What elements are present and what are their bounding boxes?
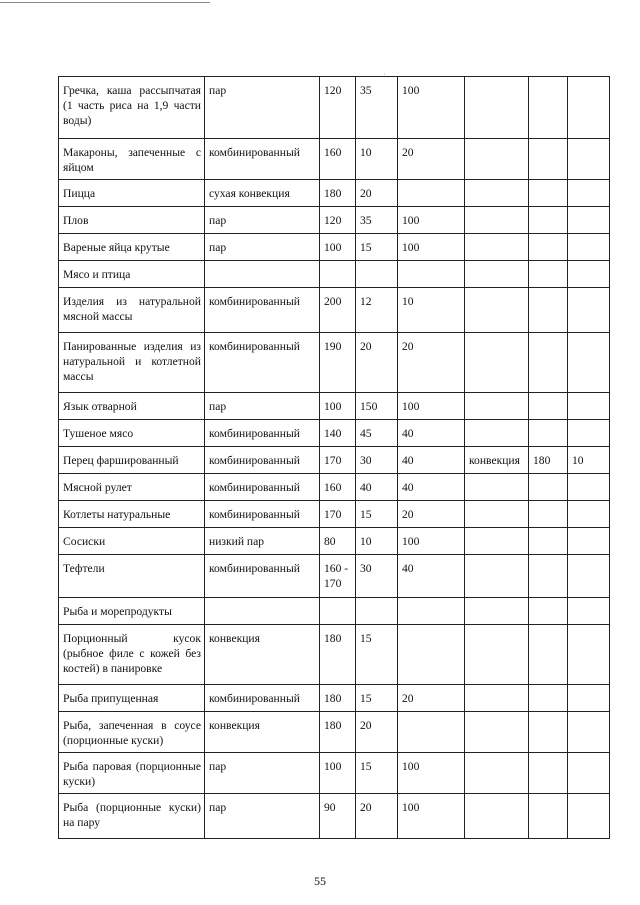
dish-name-cell: Плов [59, 207, 205, 234]
time-cell: 10 [356, 139, 398, 180]
temperature-cell: 120 [320, 77, 356, 139]
table-row [59, 598, 610, 625]
second-time-cell [568, 528, 610, 555]
humidity-cell: 100 [398, 77, 465, 139]
second-time-cell [568, 598, 610, 625]
second-time-cell [568, 753, 610, 794]
second-temperature-cell [529, 501, 568, 528]
humidity-cell [398, 598, 465, 625]
second-mode-cell [465, 420, 529, 447]
second-mode-cell [465, 234, 529, 261]
second-mode-cell [465, 139, 529, 180]
second-temperature-cell [529, 420, 568, 447]
second-time-cell [568, 712, 610, 753]
cooking-mode-cell: комбинированный [205, 501, 320, 528]
dish-name-cell: Мясной рулет [59, 474, 205, 501]
temperature-cell: 180 [320, 180, 356, 207]
second-temperature-cell [529, 180, 568, 207]
second-temperature-cell [529, 288, 568, 333]
humidity-cell: 100 [398, 528, 465, 555]
humidity-cell: 20 [398, 685, 465, 712]
second-temperature-cell [529, 794, 568, 839]
second-mode-cell [465, 598, 529, 625]
humidity-cell: 20 [398, 139, 465, 180]
temperature-cell: 80 [320, 528, 356, 555]
dish-name-cell: Рыба, запеченная в соусе (порционные куски) [59, 712, 205, 753]
second-mode-cell: конвекция [465, 447, 529, 474]
second-time-cell [568, 207, 610, 234]
second-temperature-cell [529, 77, 568, 139]
second-temperature-cell [529, 393, 568, 420]
dish-name-cell: Вареные яйца крутые [59, 234, 205, 261]
second-mode-cell [465, 625, 529, 685]
temperature-cell: 140 [320, 420, 356, 447]
time-cell: 40 [356, 474, 398, 501]
table-row [59, 474, 610, 501]
second-mode-cell [465, 528, 529, 555]
cooking-mode-cell: комбинированный [205, 139, 320, 180]
dish-name-cell: Макароны, запеченные с яйцом [59, 139, 205, 180]
second-mode-cell [465, 685, 529, 712]
cooking-mode-cell: комбинированный [205, 420, 320, 447]
humidity-cell: 40 [398, 474, 465, 501]
time-cell: 20 [356, 794, 398, 839]
second-temperature-cell [529, 555, 568, 598]
second-time-cell [568, 555, 610, 598]
time-cell: 35 [356, 207, 398, 234]
humidity-cell: 100 [398, 207, 465, 234]
second-time-cell [568, 333, 610, 393]
humidity-cell: 40 [398, 420, 465, 447]
temperature-cell: 100 [320, 393, 356, 420]
humidity-cell: 100 [398, 393, 465, 420]
humidity-cell: 40 [398, 555, 465, 598]
time-cell: 35 [356, 77, 398, 139]
second-time-cell [568, 474, 610, 501]
table-row [59, 447, 610, 474]
temperature-cell: 180 [320, 685, 356, 712]
cooking-mode-cell: комбинированный [205, 685, 320, 712]
table-row [59, 77, 610, 139]
dish-name-cell: Язык отварной [59, 393, 205, 420]
cooking-mode-cell: пар [205, 234, 320, 261]
second-temperature-cell [529, 207, 568, 234]
cooking-mode-cell: комбинированный [205, 474, 320, 501]
time-cell: 10 [356, 528, 398, 555]
dish-name-cell: Тушеное мясо [59, 420, 205, 447]
temperature-cell [320, 261, 356, 288]
cooking-mode-cell [205, 261, 320, 288]
humidity-cell [398, 261, 465, 288]
cooking-mode-cell: сухая конвекция [205, 180, 320, 207]
humidity-cell: 20 [398, 333, 465, 393]
temperature-cell: 160 [320, 139, 356, 180]
temperature-cell: 100 [320, 753, 356, 794]
time-cell [356, 598, 398, 625]
time-cell [356, 261, 398, 288]
temperature-cell: 180 [320, 625, 356, 685]
table-row [59, 794, 610, 839]
second-mode-cell [465, 501, 529, 528]
table-row [59, 333, 610, 393]
table-row [59, 712, 610, 753]
dish-name-cell: Гречка, каша рассыпчатая (1 часть риса на 1,9 части воды) [59, 77, 205, 139]
second-temperature-cell [529, 234, 568, 261]
time-cell: 15 [356, 501, 398, 528]
humidity-cell: 10 [398, 288, 465, 333]
temperature-cell: 190 [320, 333, 356, 393]
cooking-mode-cell: пар [205, 753, 320, 794]
cooking-modes-table [58, 76, 610, 839]
table-row [59, 393, 610, 420]
humidity-cell: 100 [398, 753, 465, 794]
humidity-cell [398, 712, 465, 753]
temperature-cell: 90 [320, 794, 356, 839]
second-temperature-cell [529, 753, 568, 794]
second-temperature-cell [529, 712, 568, 753]
dish-name-cell: Рыба паровая (порционные куски) [59, 753, 205, 794]
second-temperature-cell [529, 261, 568, 288]
table-row [59, 528, 610, 555]
cooking-mode-cell: конвекция [205, 625, 320, 685]
time-cell: 15 [356, 685, 398, 712]
dish-name-cell: Рыба (порционные куски) на пару [59, 794, 205, 839]
table-row [59, 685, 610, 712]
dish-name-cell: Мясо и птица [59, 261, 205, 288]
humidity-cell: 100 [398, 794, 465, 839]
second-time-cell [568, 234, 610, 261]
temperature-cell: 160 - 170 [320, 555, 356, 598]
second-temperature-cell [529, 333, 568, 393]
table-row [59, 555, 610, 598]
cooking-mode-cell: пар [205, 77, 320, 139]
second-mode-cell [465, 393, 529, 420]
table-row [59, 625, 610, 685]
second-mode-cell [465, 555, 529, 598]
table-row [59, 261, 610, 288]
second-time-cell [568, 393, 610, 420]
second-time-cell [568, 288, 610, 333]
page-number: 55 [314, 874, 326, 888]
second-time-cell [568, 501, 610, 528]
temperature-cell [320, 598, 356, 625]
second-mode-cell [465, 333, 529, 393]
second-time-cell [568, 180, 610, 207]
second-time-cell [568, 77, 610, 139]
table-row [59, 139, 610, 180]
table-row [59, 180, 610, 207]
temperature-cell: 170 [320, 501, 356, 528]
second-mode-cell [465, 288, 529, 333]
dish-name-cell: Изделия из натуральной мясной массы [59, 288, 205, 333]
humidity-cell: 40 [398, 447, 465, 474]
time-cell: 45 [356, 420, 398, 447]
dish-name-cell: Тефтели [59, 555, 205, 598]
time-cell: 150 [356, 393, 398, 420]
dish-name-cell: Сосиски [59, 528, 205, 555]
second-mode-cell [465, 474, 529, 501]
second-mode-cell [465, 207, 529, 234]
second-temperature-cell [529, 139, 568, 180]
cooking-mode-cell [205, 598, 320, 625]
table-row [59, 420, 610, 447]
second-temperature-cell [529, 598, 568, 625]
scan-speck: · [383, 70, 386, 79]
temperature-cell: 170 [320, 447, 356, 474]
second-time-cell [568, 261, 610, 288]
header-rule [0, 2, 210, 3]
table-row [59, 207, 610, 234]
temperature-cell: 200 [320, 288, 356, 333]
table-body [59, 77, 610, 839]
dish-name-cell: Панированные изделия из натуральной и котлетной массы [59, 333, 205, 393]
dish-name-cell: Рыба припущенная [59, 685, 205, 712]
time-cell: 15 [356, 753, 398, 794]
dish-name-cell: Котлеты натуральные [59, 501, 205, 528]
cooking-mode-cell: пар [205, 207, 320, 234]
second-time-cell [568, 625, 610, 685]
temperature-cell: 180 [320, 712, 356, 753]
time-cell: 20 [356, 333, 398, 393]
dish-name-cell: Перец фаршированный [59, 447, 205, 474]
second-time-cell [568, 420, 610, 447]
time-cell: 12 [356, 288, 398, 333]
temperature-cell: 100 [320, 234, 356, 261]
dish-name-cell: Порционный кусок (рыбное филе с кожей без костей) в панировке [59, 625, 205, 685]
table-row [59, 501, 610, 528]
second-time-cell: 10 [568, 447, 610, 474]
cooking-mode-cell: пар [205, 794, 320, 839]
humidity-cell: 100 [398, 234, 465, 261]
time-cell: 30 [356, 447, 398, 474]
time-cell: 20 [356, 180, 398, 207]
second-temperature-cell [529, 625, 568, 685]
cooking-mode-cell: комбинированный [205, 288, 320, 333]
temperature-cell: 120 [320, 207, 356, 234]
second-time-cell [568, 685, 610, 712]
second-mode-cell [465, 794, 529, 839]
table-row [59, 234, 610, 261]
dish-name-cell: Пицца [59, 180, 205, 207]
time-cell: 30 [356, 555, 398, 598]
cooking-mode-cell: пар [205, 393, 320, 420]
table-row [59, 753, 610, 794]
second-time-cell [568, 139, 610, 180]
second-time-cell [568, 794, 610, 839]
second-temperature-cell [529, 474, 568, 501]
second-mode-cell [465, 753, 529, 794]
second-temperature-cell [529, 528, 568, 555]
second-mode-cell [465, 77, 529, 139]
second-mode-cell [465, 261, 529, 288]
cooking-mode-cell: конвекция [205, 712, 320, 753]
dish-name-cell: Рыба и морепродукты [59, 598, 205, 625]
second-mode-cell [465, 712, 529, 753]
time-cell: 20 [356, 712, 398, 753]
second-temperature-cell [529, 685, 568, 712]
humidity-cell [398, 180, 465, 207]
table-row [59, 288, 610, 333]
humidity-cell [398, 625, 465, 685]
cooking-mode-cell: комбинированный [205, 447, 320, 474]
cooking-mode-cell: низкий пар [205, 528, 320, 555]
cooking-mode-cell: комбинированный [205, 333, 320, 393]
temperature-cell: 160 [320, 474, 356, 501]
second-mode-cell [465, 180, 529, 207]
second-temperature-cell: 180 [529, 447, 568, 474]
humidity-cell: 20 [398, 501, 465, 528]
cooking-mode-cell: комбинированный [205, 555, 320, 598]
time-cell: 15 [356, 234, 398, 261]
time-cell: 15 [356, 625, 398, 685]
